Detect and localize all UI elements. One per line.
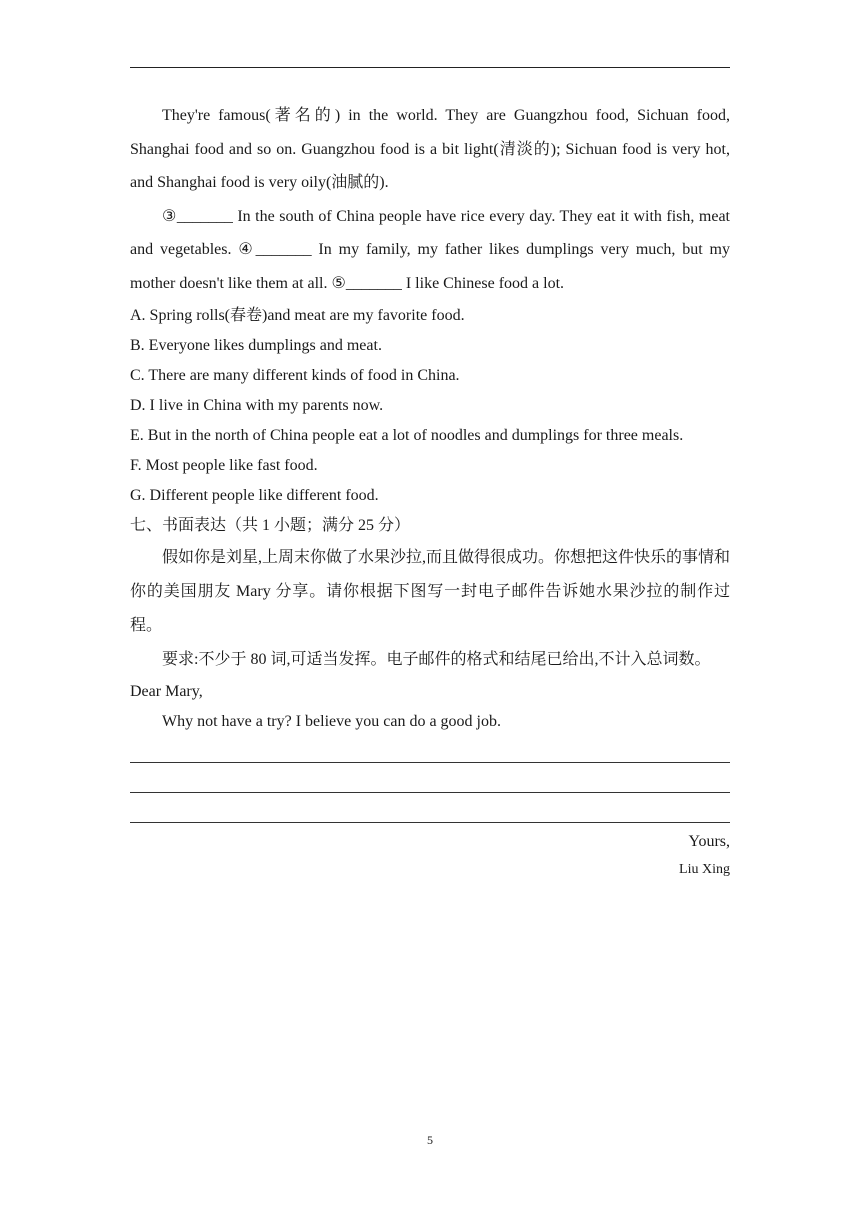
option-item: C. There are many different kinds of food in China. — [130, 367, 460, 384]
writing-requirement: 要求:不少于 80 词,可适当发挥。电子邮件的格式和结尾已给出,不计入总词数。 — [162, 651, 711, 668]
letter-signature: Liu Xing — [679, 862, 730, 877]
option-item: A. Spring rolls(春卷)and meat are my favorite food. — [130, 307, 465, 324]
passage-paragraph-2: ③_______ In the south of China people have rice every day. They eat it with fish, meat and vegetables. ④_______ In my family, my father likes dumplings very much, but my mother doesn't like them at all. ⑤_______ I like Chinese food a lot. — [130, 207, 730, 292]
option-item: D. I live in China with my parents now. — [130, 397, 384, 414]
option-item: F. Most people like fast food. — [130, 457, 318, 474]
option-list — [130, 301, 730, 511]
answer-line[interactable] — [130, 797, 730, 827]
passage-paragraph-1: They're famous(著名的) in the world. They are Guangzhou food, Sichuan food, Shanghai food and so on. Guangzhou food is a bit light(清淡的); Sichuan food is very hot, and Shanghai food is very oily(油腻的). — [130, 107, 730, 191]
letter-greeting: Dear Mary, — [130, 683, 203, 700]
letter-sign-off: Yours, — [688, 833, 730, 850]
page-number: 5 — [427, 1133, 433, 1147]
answer-line[interactable] — [130, 737, 730, 767]
answer-line[interactable] — [130, 767, 730, 797]
letter-closing-sentence: Why not have a try? I believe you can do a good job. — [162, 713, 501, 730]
option-item: E. But in the north of China people eat a lot of noodles and dumplings for three meals. — [130, 427, 684, 444]
writing-section-title: 七、书面表达（共 1 小题；满分 25 分） — [130, 517, 411, 534]
page-content — [130, 99, 730, 883]
option-item: G. Different people like different food. — [130, 487, 379, 504]
option-item: B. Everyone likes dumplings and meat. — [130, 337, 382, 354]
writing-prompt: 假如你是刘星,上周末你做了水果沙拉,而且做得很成功。你想把这件快乐的事情和你的美国朋友 Mary 分享。请你根据下图写一封电子邮件告诉她水果沙拉的制作过程。 — [130, 549, 731, 634]
header-rule — [130, 67, 730, 68]
